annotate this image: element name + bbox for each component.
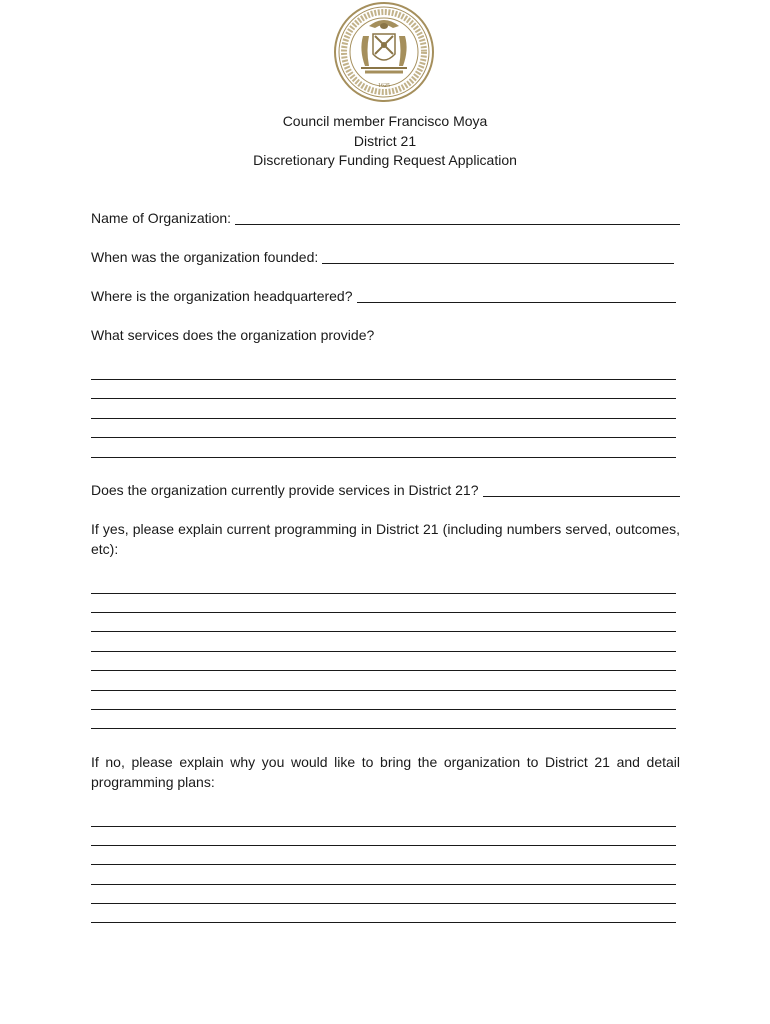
header-form-title: Discretionary Funding Request Application — [253, 152, 517, 168]
answer-line[interactable] — [91, 398, 676, 399]
org-name-field — [91, 208, 680, 228]
if-yes-label: If yes, please explain current programming in District 21 (including numbers served, outcomes, etc): — [91, 521, 680, 557]
answer-line[interactable] — [91, 864, 676, 865]
header-district: District 21 — [353, 132, 417, 149]
headquartered-blank[interactable] — [357, 301, 676, 303]
answer-line[interactable] — [91, 437, 676, 438]
services-label: What services does the organization provide? — [91, 327, 375, 343]
founded-field — [91, 247, 674, 267]
if-no-question — [91, 752, 680, 792]
header-council-member: Council member Francisco Moya — [282, 113, 488, 129]
seal-year: 1625 — [378, 83, 390, 89]
org-name-label: Name of Organization: — [91, 210, 232, 226]
answer-line[interactable] — [91, 845, 676, 846]
founded-blank[interactable] — [322, 262, 674, 264]
org-name-blank[interactable] — [235, 223, 680, 225]
answer-line[interactable] — [91, 379, 676, 380]
answer-line[interactable] — [91, 651, 676, 652]
city-seal-icon — [333, 2, 435, 102]
answer-line[interactable] — [91, 728, 676, 729]
answer-line[interactable] — [91, 709, 676, 710]
answer-line[interactable] — [91, 670, 676, 671]
if-yes-question — [91, 519, 680, 559]
answer-line[interactable] — [91, 826, 676, 827]
headquartered-label: Where is the organization headquartered? — [91, 288, 353, 304]
if-no-label: If no, please explain why you would like to bring the organization to District 21 and detail programming plans: — [91, 754, 680, 790]
answer-line[interactable] — [91, 922, 676, 923]
answer-line[interactable] — [91, 612, 676, 613]
answer-line[interactable] — [91, 690, 676, 691]
answer-line[interactable] — [91, 457, 676, 458]
services-question — [91, 325, 680, 345]
district-services-blank[interactable] — [483, 495, 680, 497]
founded-label: When was the organization founded: — [91, 249, 319, 265]
answer-line[interactable] — [91, 903, 676, 904]
answer-line[interactable] — [91, 593, 676, 594]
answer-line[interactable] — [91, 418, 676, 419]
document-header — [0, 112, 770, 171]
answer-line[interactable] — [91, 884, 676, 885]
district-services-field — [91, 480, 680, 500]
district-services-label: Does the organization currently provide services in District 21? — [91, 482, 479, 498]
answer-line[interactable] — [91, 631, 676, 632]
headquartered-field — [91, 286, 676, 306]
